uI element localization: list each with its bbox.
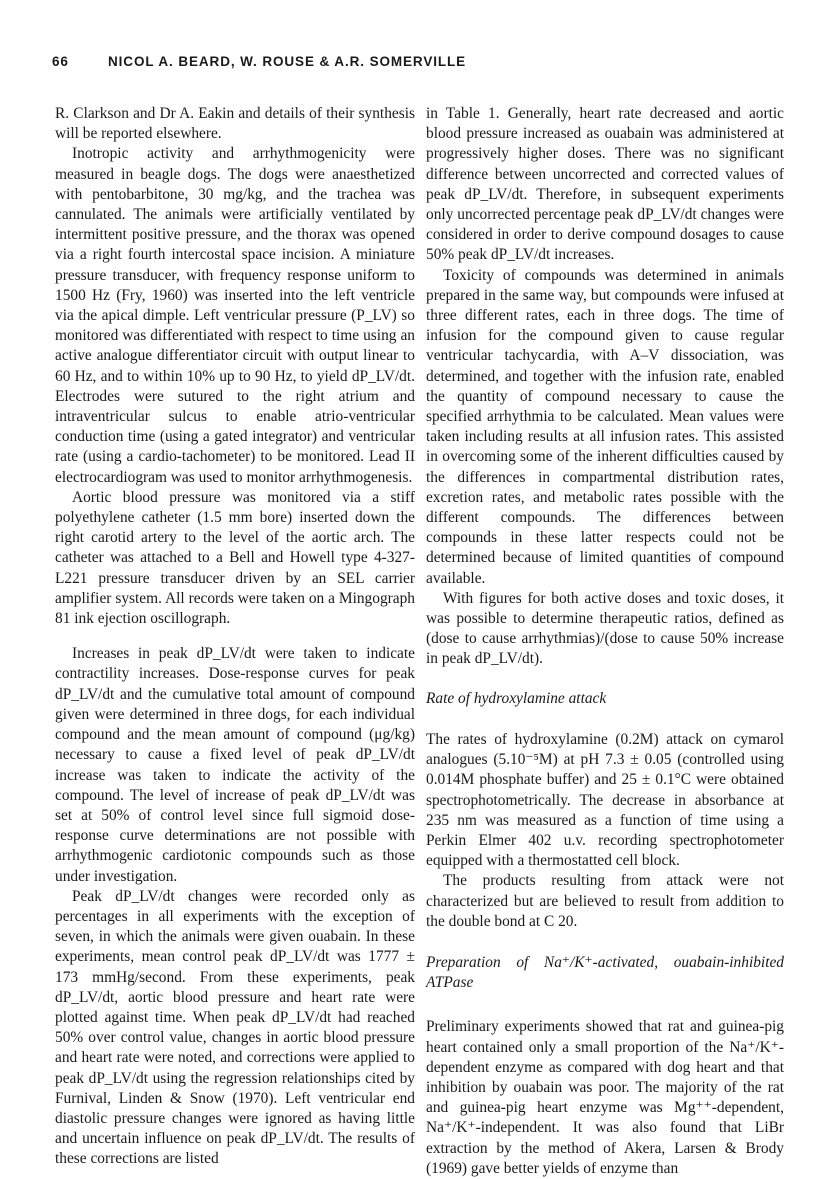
right-column <box>426 104 784 1179</box>
left-column <box>55 104 415 1170</box>
paragraph: Increases in peak dP_LV/dt were taken to indicate contractility increases. Dose-response curves for peak dP_LV/dt and the cumulative total amount of compound given were determined in three dogs, for each individual compound and the mean amount of compound (μg/kg) necessary to cause a fixed level of peak dP_LV/dt increase was taken to indicate the activity of the compound. The level of increase of peak dP_LV/dt was set at 50% of control level since full sigmoid dose-response curve determinations are not possible with arrhythmogenic cardiotonic compounds such as those under investigation. <box>55 645 415 885</box>
paragraph: in Table 1. Generally, heart rate decreased and aortic blood pressure increased as ouabain was administered at progressively higher doses. There was no significant difference between uncorrected and corrected values of peak dP_LV/dt. Therefore, in subsequent experiments only uncorrected percentage peak dP_LV/dt changes were considered in order to derive compound dosages to cause 50% peak dP_LV/dt increases. <box>426 105 784 264</box>
page-number: 66 <box>52 54 69 69</box>
section-heading: Preparation of Na⁺/K⁺-activated, ouabain-inhibited ATPase <box>426 953 784 992</box>
paragraph: R. Clarkson and Dr A. Eakin and details of their synthesis will be reported elsewhere. <box>55 105 415 143</box>
paragraph: Toxicity of compounds was determined in animals prepared in the same way, but compounds were infused at three different rates, each in three dogs. The time of infusion for the compound given to cause regular ventricular tachycardia, with A–V dissociation, was determined, and together with the infusion rate, enabled the quantity of compound necessary to cause the specified arrhythmia to be calculated. Mean values were taken including results at all infusion rates. This assisted in overcoming some of the inherent difficulties caused by the differences in compartmental distribution rates, excretion rates, and metabolic rates possible with the different compounds. The differences between compounds in these latter respects could not be determined because of limited quantities of compound available. <box>426 266 784 587</box>
running-header <box>52 54 772 69</box>
section-heading: Rate of hydroxylamine attack <box>426 689 607 707</box>
paragraph: Preliminary experiments showed that rat and guinea-pig heart contained only a small proportion of the Na⁺/K⁺-dependent enzyme as compared with dog heart and that inhibition by ouabain was poor. The majority of the rat and guinea-pig heart enzyme was Mg⁺⁺-dependent, Na⁺/K⁺-independent. It was also found that LiBr extraction by the method of Akera, Larsen & Brody (1969) gave better yields of enzyme than <box>426 1018 784 1177</box>
paragraph: The rates of hydroxylamine (0.2M) attack on cymarol analogues (5.10⁻⁵M) at pH 7.3 ± 0.05 (controlled using 0.014M phosphate buffer) and 25 ± 0.1°C were obtained spectrophotometrically. The decrease in absorbance at 235 nm was measured as a function of time using a Perkin Elmer 402 u.v. recording spectrophotometer equipped with a thermostatted cell block. <box>426 730 784 870</box>
paragraph: Aortic blood pressure was monitored via a stiff polyethylene catheter (1.5 mm bore) inserted down the right carotid artery to the level of the aortic arch. The catheter was attached to a Bell and Howell type 4-327-L221 pressure transducer driven by an SEL carrier amplifier system. All records were taken on a Mingograph 81 ink ejection oscillograph. <box>55 488 415 628</box>
paragraph: The products resulting from attack were not characterized but are believed to result from addition to the double bond at C 20. <box>426 872 784 930</box>
paragraph: Inotropic activity and arrhythmogenicity were measured in beagle dogs. The dogs were anaesthetized with pentobarbitone, 30 mg/kg, and the trachea was cannulated. The animals were artificially ventilated by intermittent positive pressure, and the thorax was opened via a right fourth intercostal space incision. A miniature pressure transducer, with frequency response uniform to 1500 Hz (Fry, 1960) was inserted into the left ventricle via the apical dimple. Left ventricular pressure (P_LV) so monitored was differentiated with respect to time using an active analogue differentiator circuit with output linear to 60 Hz, and to within 10% up to 90 Hz, to yield dP_LV/dt. Electrodes were sutured to the right atrium and intraventricular sulcus to enable atrio-ventricular conduction time (using a gated integrator) and ventricular rate (using a cardio-tachometer) to be monitored. Lead II electrocardiogram was used to monitor arrhythmogenesis. <box>55 145 415 486</box>
paragraph: With figures for both active doses and toxic doses, it was possible to determine therapeutic ratios, defined as (dose to cause arrhythmias)/(dose to cause 50% increase in peak dP_LV/dt). <box>426 589 784 668</box>
paragraph: Peak dP_LV/dt changes were recorded only as percentages in all experiments with the exception of seven, in which the animals were given ouabain. In these experiments, mean control peak dP_LV/dt was 1777 ± 173 mmHg/second. From these experiments, peak dP_LV/dt, aortic blood pressure and heart rate were plotted against time. When peak dP_LV/dt had reached 50% over control value, changes in aortic blood pressure and heart rate were noted, and corrections were applied to peak dP_LV/dt using the regression relationships cited by Furnival, Linden & Snow (1970). Left ventricular end diastolic pressure changes were ignored as having little and uncertain influence on peak dP_LV/dt. The results of these corrections are listed <box>55 887 415 1168</box>
running-title: NICOL A. BEARD, W. ROUSE & A.R. SOMERVILLE <box>108 54 467 69</box>
